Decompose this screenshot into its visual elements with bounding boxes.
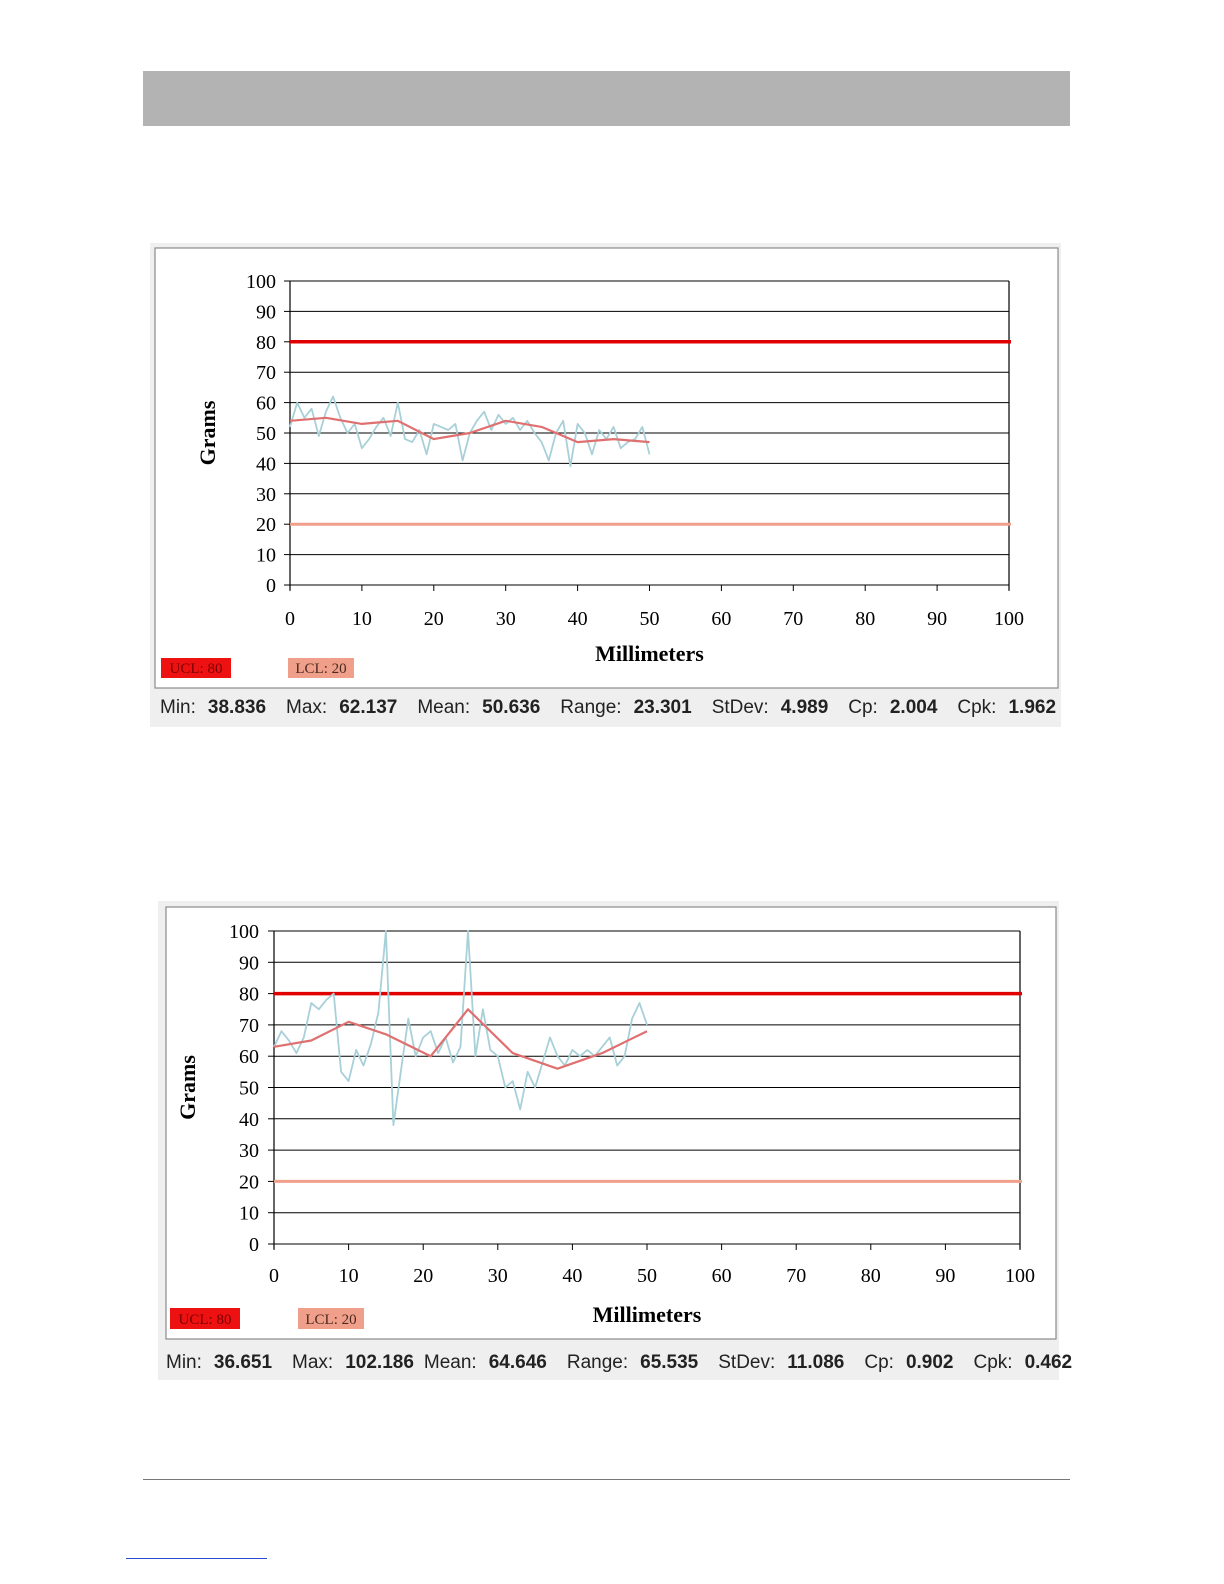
y-tick-label: 70 <box>239 1014 259 1037</box>
x-tick-label: 0 <box>269 1265 279 1287</box>
chart-panel-2 <box>158 901 1073 1380</box>
stat-stdev-label: StDev: <box>711 697 769 718</box>
x-tick-label: 90 <box>935 1265 956 1287</box>
x-tick-label: 40 <box>567 608 588 630</box>
stats-bar-1 <box>160 689 1056 727</box>
chart-panel-1 <box>150 243 1061 727</box>
stat-cp-label: Cp: <box>864 1352 894 1373</box>
spc-chart-1 <box>150 243 1061 689</box>
stat-cpk-value: 0.462 <box>1024 1352 1073 1373</box>
plot-frame <box>166 907 1056 1339</box>
lcl-label: LCL: 20 <box>305 1312 357 1328</box>
x-tick-label: 30 <box>495 608 516 630</box>
stat-stdev-value: 4.989 <box>780 697 829 718</box>
stat-cpk-value: 1.962 <box>1008 697 1057 718</box>
y-tick-label: 90 <box>256 301 276 324</box>
stat-cpk-label: Cpk: <box>973 1352 1013 1373</box>
y-tick-label: 0 <box>266 575 276 597</box>
stat-max-label: Max: <box>292 1352 334 1373</box>
page-header-bar <box>143 71 1070 126</box>
stat-cpk-label: Cpk: <box>957 697 997 718</box>
y-tick-label: 60 <box>256 392 276 415</box>
stat-stdev-label: StDev: <box>718 1352 776 1373</box>
stat-max-label: Max: <box>286 697 328 718</box>
y-tick-label: 100 <box>246 271 276 293</box>
x-tick-label: 70 <box>786 1265 807 1287</box>
stat-range-value: 23.301 <box>633 697 692 718</box>
y-tick-label: 80 <box>256 331 276 354</box>
stat-stdev-value: 11.086 <box>787 1352 845 1373</box>
x-tick-label: 100 <box>994 608 1024 630</box>
y-tick-label: 40 <box>239 1108 259 1131</box>
y-tick-label: 60 <box>239 1046 259 1069</box>
x-tick-label: 80 <box>860 1265 881 1287</box>
x-tick-label: 20 <box>423 608 444 630</box>
y-tick-label: 50 <box>256 423 276 445</box>
stats-bar-2 <box>166 1345 1072 1381</box>
stat-range-value: 65.535 <box>640 1352 699 1373</box>
ucl-label: UCL: 80 <box>169 661 223 677</box>
x-tick-label: 90 <box>927 608 948 630</box>
stat-cp-value: 0.902 <box>905 1352 954 1373</box>
x-tick-label: 20 <box>413 1265 434 1287</box>
x-tick-label: 50 <box>639 608 660 630</box>
stat-mean-value: 64.646 <box>488 1352 547 1373</box>
stat-range-label: Range: <box>566 1352 629 1373</box>
footer-link-underline <box>126 1558 267 1559</box>
y-tick-label: 30 <box>256 483 276 506</box>
y-tick-label: 80 <box>239 983 259 1006</box>
y-axis-title: Grams <box>195 400 220 466</box>
spc-chart-2 <box>158 901 1059 1342</box>
x-tick-label: 40 <box>562 1265 583 1287</box>
x-tick-label: 60 <box>711 608 732 630</box>
y-tick-label: 20 <box>256 514 276 537</box>
ucl-label: UCL: 80 <box>178 1312 232 1328</box>
y-tick-label: 10 <box>256 544 276 567</box>
stat-range-label: Range: <box>560 697 622 718</box>
x-tick-label: 30 <box>487 1265 508 1287</box>
x-tick-label: 50 <box>637 1265 657 1287</box>
stat-cp-value: 2.004 <box>889 697 938 718</box>
y-axis-title: Grams <box>175 1055 200 1120</box>
stat-cp-label: Cp: <box>848 697 878 718</box>
y-tick-label: 40 <box>256 453 276 476</box>
x-axis-title: Millimeters <box>592 1302 702 1327</box>
stat-min-value: 38.836 <box>207 697 267 718</box>
y-tick-label: 70 <box>256 362 276 385</box>
x-tick-label: 80 <box>855 608 876 630</box>
stat-mean-label: Mean: <box>417 697 471 718</box>
stat-max-value: 62.137 <box>339 697 398 718</box>
stat-min-value: 36.651 <box>213 1352 273 1373</box>
stat-min-label: Min: <box>160 697 196 718</box>
x-tick-label: 100 <box>1005 1265 1035 1287</box>
y-tick-label: 100 <box>229 921 259 943</box>
y-tick-label: 30 <box>239 1140 259 1163</box>
x-tick-label: 60 <box>711 1265 732 1287</box>
stat-mean-value: 50.636 <box>482 697 541 718</box>
x-tick-label: 0 <box>285 608 295 630</box>
x-tick-label: 10 <box>338 1265 359 1287</box>
y-tick-label: 10 <box>239 1202 259 1225</box>
x-tick-label: 10 <box>351 608 372 630</box>
y-tick-label: 50 <box>239 1077 259 1100</box>
lcl-label: LCL: 20 <box>295 661 347 677</box>
stat-max-value: 102.186 <box>345 1352 414 1373</box>
y-tick-label: 90 <box>239 952 259 975</box>
y-tick-label: 0 <box>249 1234 259 1256</box>
footer-divider <box>143 1479 1070 1480</box>
y-tick-label: 20 <box>239 1171 259 1194</box>
x-tick-label: 70 <box>783 608 804 630</box>
stat-mean-label: Mean: <box>423 1352 477 1373</box>
stat-min-label: Min: <box>166 1352 202 1373</box>
x-axis-title: Millimeters <box>595 641 704 666</box>
